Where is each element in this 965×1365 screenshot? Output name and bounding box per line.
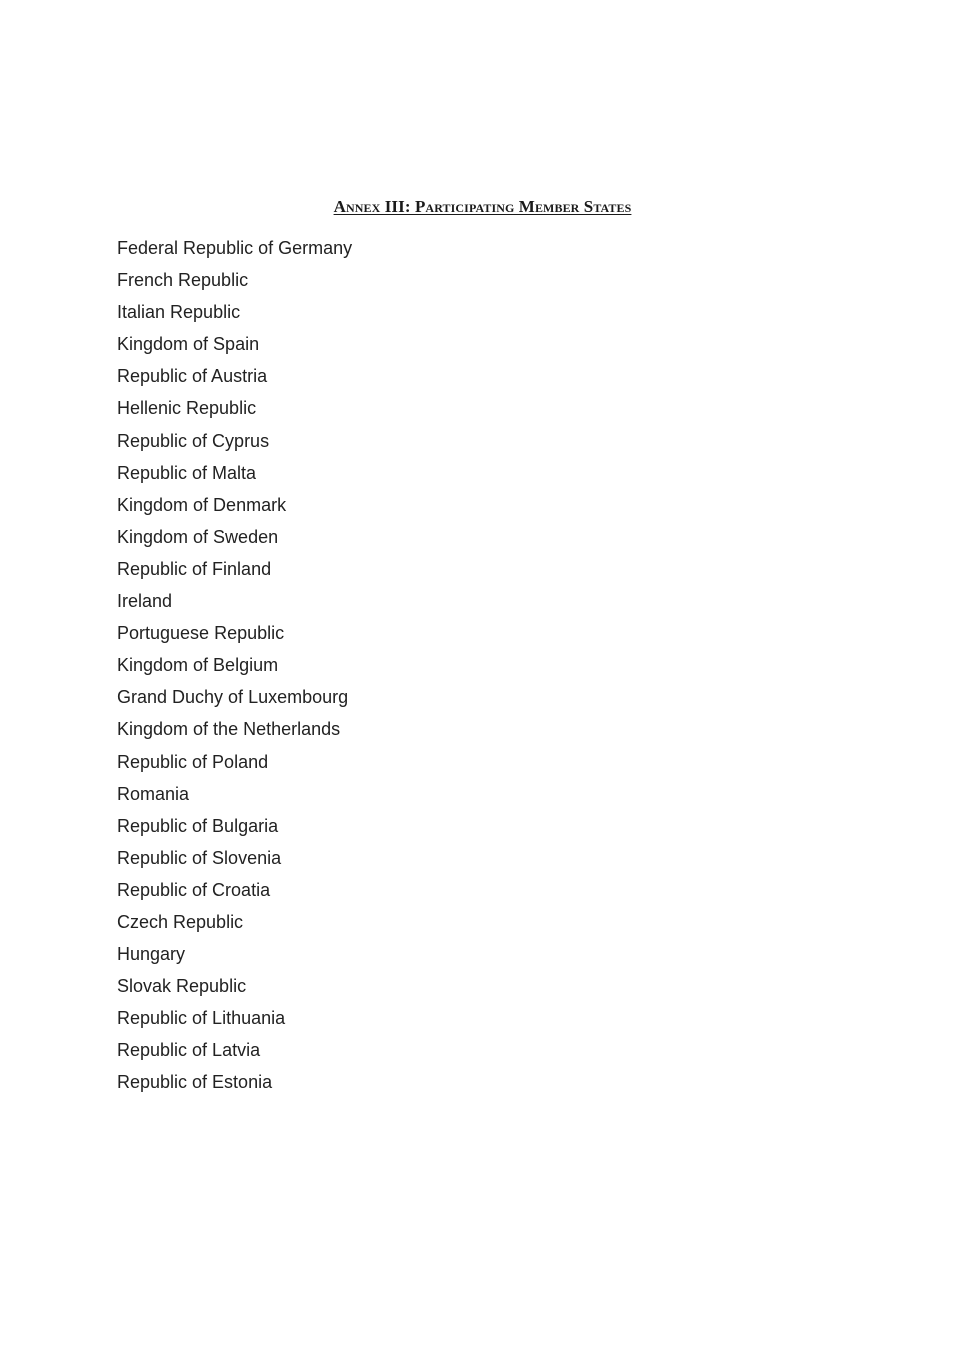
list-item: Republic of Bulgaria [117, 815, 279, 836]
list-item: Kingdom of Denmark [117, 494, 287, 515]
member-states-list [117, 232, 352, 1099]
list-item: Romania [117, 783, 190, 804]
list-item: Grand Duchy of Luxembourg [117, 687, 349, 708]
list-item: Federal Republic of Germany [117, 238, 353, 258]
list-item: Republic of Malta [117, 462, 257, 483]
list-item: Czech Republic [117, 911, 244, 932]
list-item: Republic of Estonia [117, 1072, 273, 1093]
list-item: Republic of Latvia [117, 1040, 261, 1061]
list-item: Italian Republic [117, 302, 241, 323]
list-item: Kingdom of Sweden [117, 526, 279, 547]
list-item: Republic of Croatia [117, 879, 271, 900]
list-item: Hellenic Republic [117, 398, 257, 419]
list-item: Kingdom of Belgium [117, 655, 279, 676]
list-item: Portuguese Republic [117, 623, 285, 644]
list-item: Ireland [117, 591, 173, 612]
list-item: Republic of Cyprus [117, 430, 270, 451]
list-item: Republic of Lithuania [117, 1008, 286, 1029]
list-item: Hungary [117, 944, 186, 965]
list-item: Republic of Poland [117, 751, 269, 772]
annex-title: Annex III: Participating Member States [333, 197, 632, 216]
list-item: Republic of Finland [117, 558, 272, 579]
list-item: Slovak Republic [117, 976, 247, 997]
list-item: French Republic [117, 270, 249, 291]
list-item: Kingdom of the Netherlands [117, 719, 341, 740]
list-item: Republic of Slovenia [117, 847, 282, 868]
list-item: Kingdom of Spain [117, 334, 260, 355]
list-item: Republic of Austria [117, 366, 268, 387]
